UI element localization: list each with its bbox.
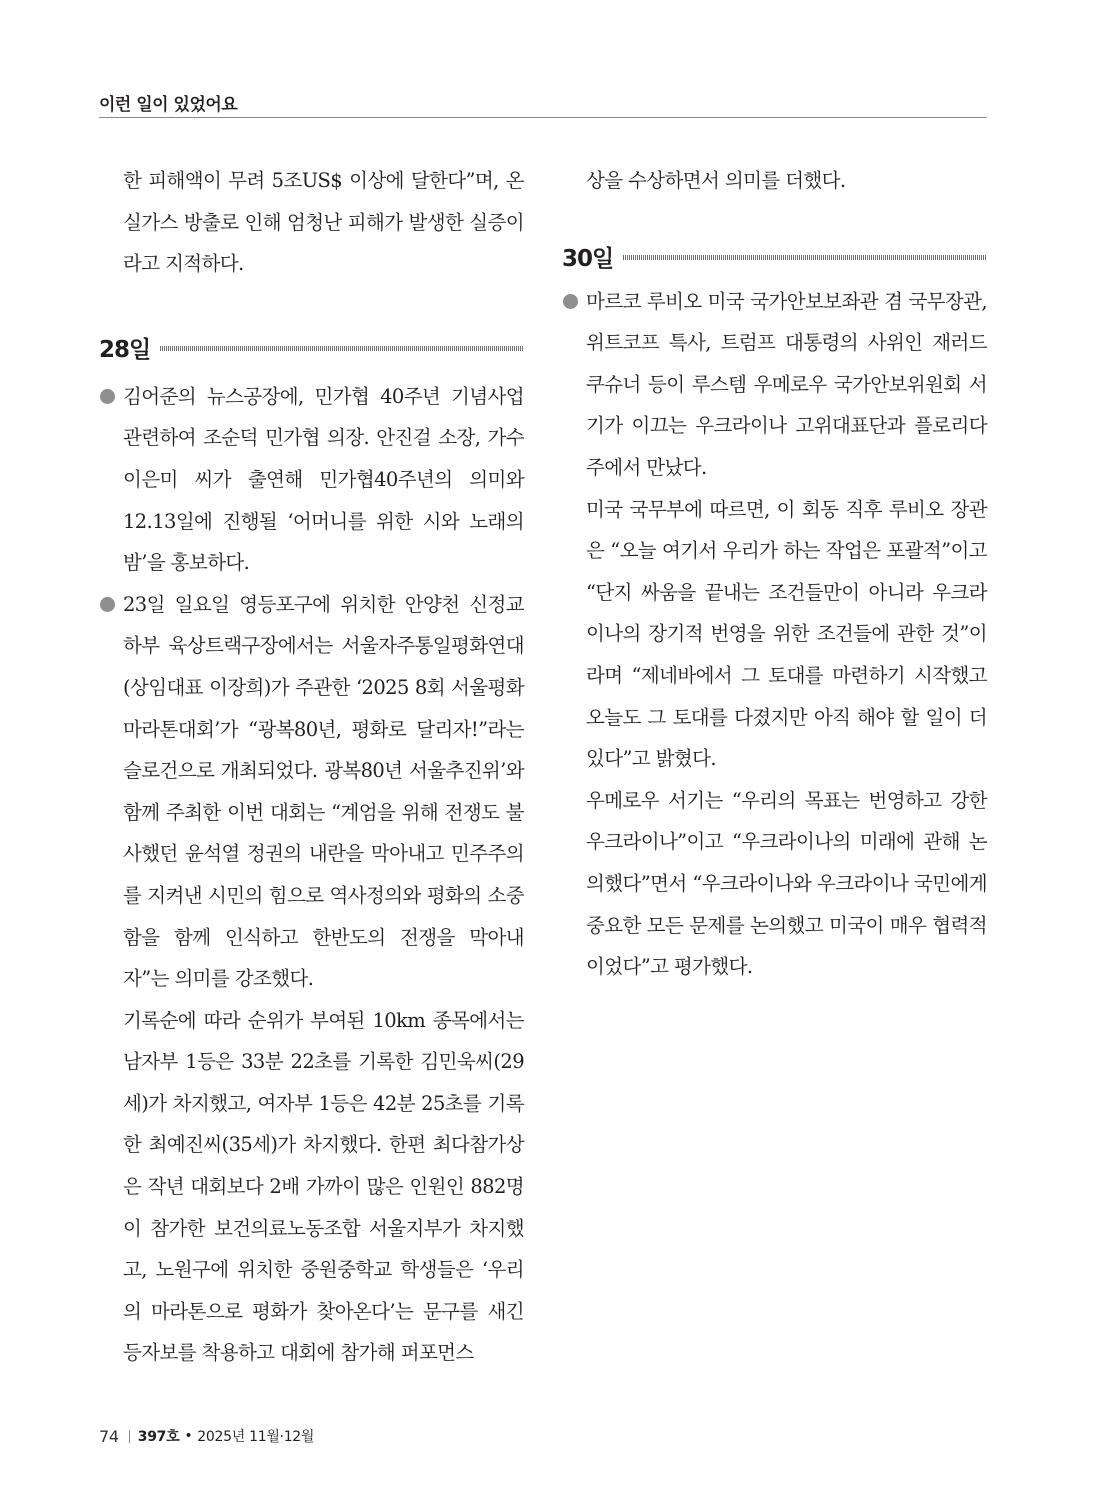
left-column: [99, 160, 524, 1374]
day-heading-30: [562, 237, 987, 277]
issue-number: 397호: [137, 1429, 180, 1445]
section-title: 이런 일이 있었어요: [99, 95, 238, 115]
continued-paragraph: 상을 수상하면서 의미를 더했다.: [586, 169, 846, 192]
news-item-continuation: 기록순에 따라 순위가 부여된 10km 종목에서는 남자부 1등은 33분 22초를 기록한 김민욱씨(29세)가 차지했고, 여자부 1등은 42분 25초를 기록한 최예진씨(35세)가 차지했다. 한편 최다참가상은 작년 대회보다 2배 가까이 많은 인원인 882명이 참가한 보건의료노동조합 서울지부가 차지했고, 노원구에 위치한 중원중학교 학생들은 ‘우리의 마라톤으로 평화가 찾아온다’는 문구를 새긴 등자보를 착용하고 대회에 참가해 퍼포먼스: [123, 1008, 524, 1365]
bullet-separator: •: [184, 1428, 193, 1444]
news-item-text: 김어준의 뉴스공장에, 민가협 40주년 기념사업 관련하여 조순덕 민가협 의장. 안진걸 소장, 가수 이은미 씨가 출연해 민가협40주년의 의미와 12.13일에 진행될 ‘어머니를 위한 시와 노래의 밤’을 홍보하다.: [123, 384, 524, 575]
bullet-icon: [100, 597, 115, 612]
news-item: [99, 376, 524, 584]
dotted-rule: [160, 346, 524, 351]
day-label: 30일: [562, 246, 614, 273]
news-item-continuation: 미국 국무부에 따르면, 이 회동 직후 루비오 장관은 “오늘 여기서 우리가 하는 작업은 포괄적”이고 “단지 싸움을 끝내는 조건들만이 아니라 우크라이나의 장기적 번영을 위한 조건들에 관한 것”이라며 “제네바에서 그 토대를 마련하기 시작했고 오늘도 그 토대를 다졌지만 아직 해야 할 일이 더 있다”고 밝혔다.: [586, 497, 987, 771]
page-footer: [99, 1426, 314, 1446]
day-heading-28: [99, 328, 524, 368]
day-label: 28일: [99, 337, 151, 364]
news-item: [562, 281, 987, 489]
bullet-icon: [100, 389, 115, 404]
issue-date: 2025년 11월·12월: [197, 1429, 315, 1445]
news-item-text: 23일 일요일 영등포구에 위치한 안양천 신정교 하부 육상트랙구장에서는 서울자주통일평화연대(상임대표 이장희)가 주관한 ‘2025 8회 서울평화마라톤대회’가 “광복80년, 평화로 달리자!”라는 슬로건으로 개최되었다. 광복80년 서울추진위’와 함께 주최한 이번 대회는 “계엄을 위해 전쟁도 불사했던 윤석열 정권의 내란을 막아내고 민주주의를 지켜낸 시민의 힘으로 역사정의와 평화의 소중함을 함께 인식하고 한반도의 전쟁을 막아내자”는 의미를 강조했다.: [123, 592, 524, 991]
running-header: [99, 88, 987, 118]
continued-paragraph: 한 피해액이 무려 5조US$ 이상에 달한다”며, 온실가스 방출로 인해 엄청난 피해가 발생한 실증이라고 지적하다.: [123, 169, 524, 276]
right-column: [562, 160, 987, 988]
footer-divider: [129, 1430, 130, 1443]
news-item: [99, 584, 524, 1000]
page-number: 74: [99, 1426, 119, 1446]
news-item-text: 마르코 루비오 미국 국가안보보좌관 겸 국무장관, 위트코프 특사, 트럼프 대통령의 사위인 재러드 쿠슈너 등이 루스템 우메로우 국가안보위원회 서기가 이끄는 우크라이나 고위대표단과 플로리다주에서 만났다.: [586, 289, 987, 479]
dotted-rule: [623, 255, 987, 260]
bullet-icon: [563, 294, 578, 309]
news-item-continuation: 우메로우 서기는 “우리의 목표는 번영하고 강한 우크라이나”이고 “우크라이나의 미래에 관해 논의했다”면서 “우크라이나와 우크라이나 국민에게 중요한 모든 문제를 논의했고 미국이 매우 협력적이었다”고 평가했다.: [586, 788, 987, 979]
